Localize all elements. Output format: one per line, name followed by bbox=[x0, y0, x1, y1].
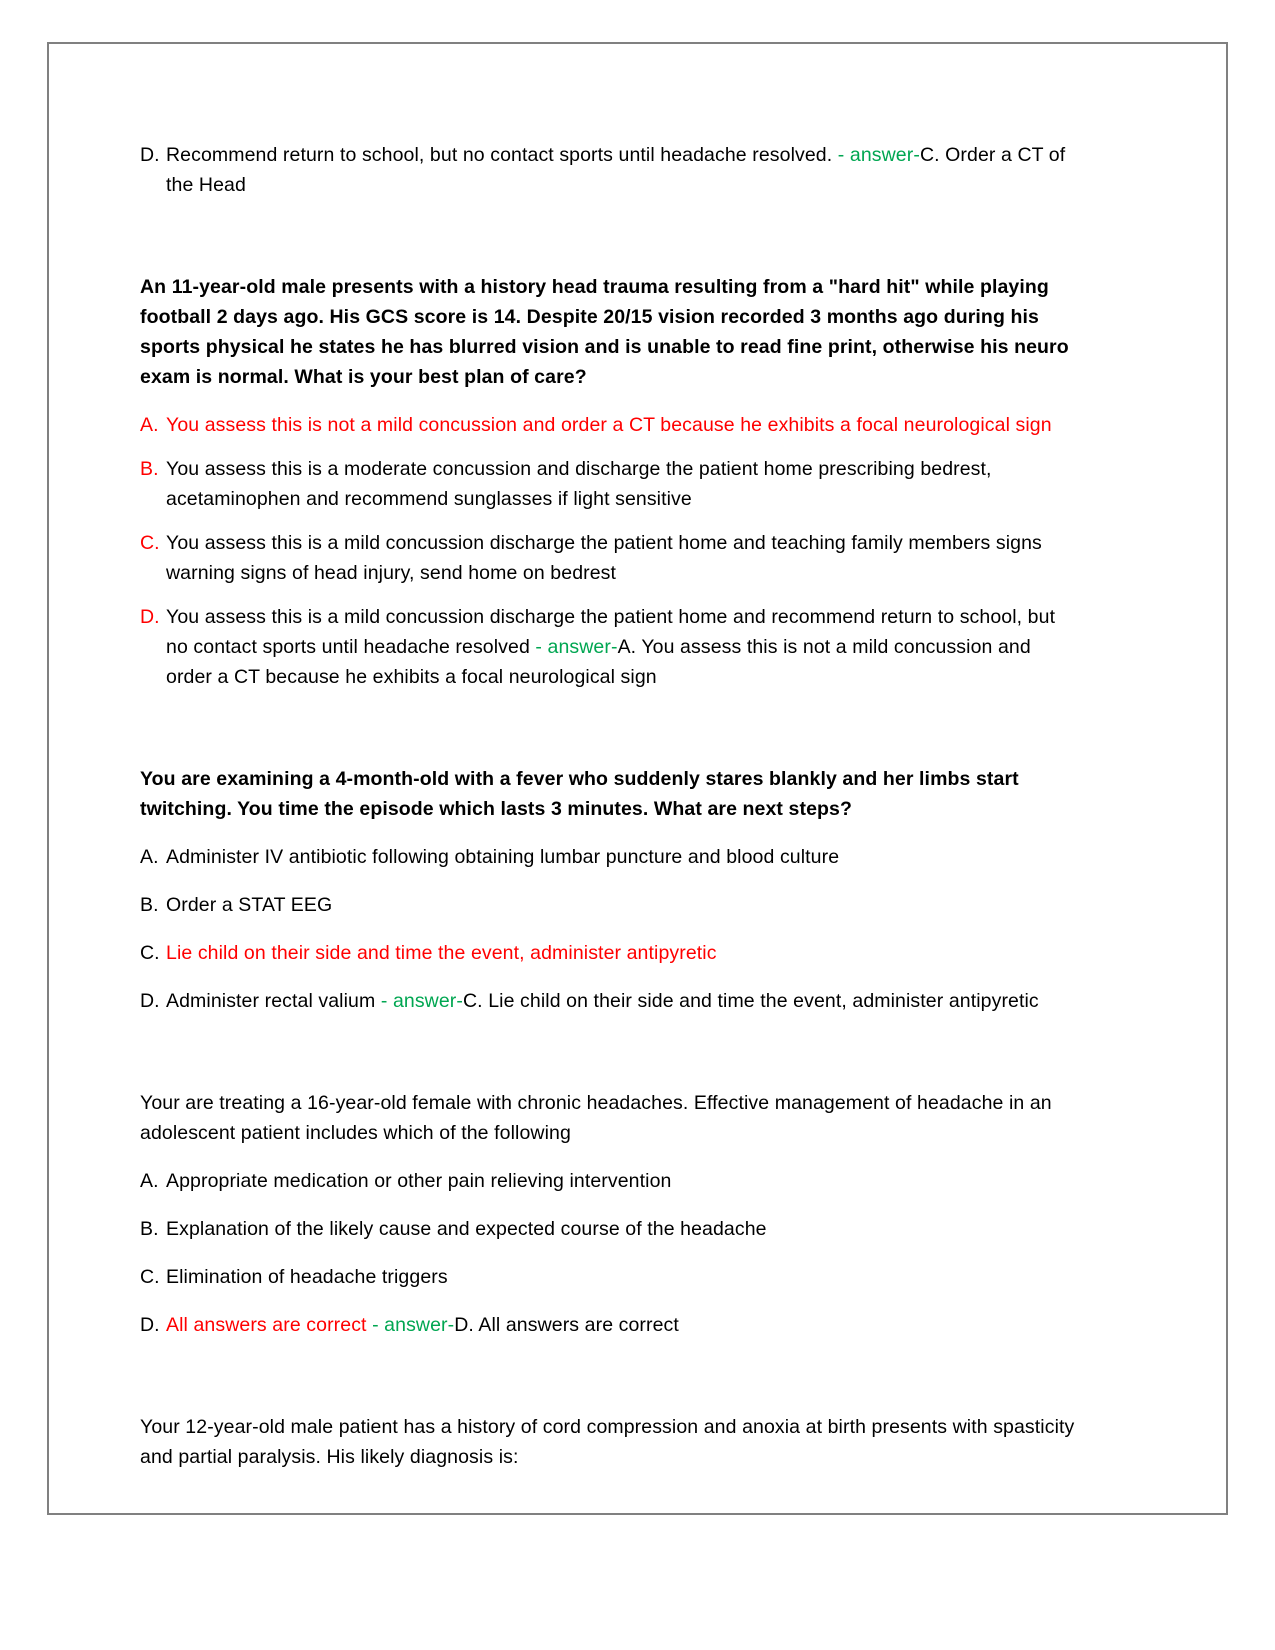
spacer bbox=[140, 392, 1075, 410]
option-body bbox=[166, 1310, 1075, 1340]
option-letter: C. bbox=[140, 942, 160, 964]
option-text: You assess this is a moderate concussion and discharge the patient home prescribing bedrest, acetaminophen and recommend sunglasses if light sensitive bbox=[166, 458, 992, 510]
option-letter: A. bbox=[140, 414, 159, 436]
option-text: Recommend return to school, but no contact sports until headache resolved. bbox=[166, 144, 838, 166]
answer-text: A. You assess this is not a mild concussion and order a CT because he exhibits a focal neurological sign bbox=[166, 636, 1031, 688]
spacer bbox=[140, 1244, 1075, 1262]
option-letter: B. bbox=[140, 1218, 159, 1240]
option-letter: B. bbox=[140, 894, 159, 916]
answer-text: C. Lie child on their side and time the event, administer antipyretic bbox=[463, 990, 1039, 1012]
option-text: Appropriate medication or other pain relieving intervention bbox=[166, 1170, 672, 1192]
option-letter: D. bbox=[140, 990, 160, 1012]
question-3-option-a bbox=[140, 842, 1075, 872]
option-body bbox=[166, 140, 1075, 200]
spacer bbox=[140, 588, 1075, 602]
option-text: Explanation of the likely cause and expected course of the headache bbox=[166, 1218, 767, 1240]
spacer bbox=[140, 872, 1075, 890]
option-text: You assess this is a mild concussion discharge the patient home and recommend return to school, but no contact sports until headache resolved bbox=[166, 606, 1056, 658]
option-text: Lie child on their side and time the event, administer antipyretic bbox=[166, 942, 717, 964]
question-3-option-b bbox=[140, 890, 1075, 920]
option-letter: D. bbox=[140, 144, 160, 166]
answer-text: C. Order a CT of the Head bbox=[166, 144, 1066, 196]
spacer bbox=[140, 1148, 1075, 1166]
question-2-option-a bbox=[140, 410, 1075, 440]
option-letter: C. bbox=[140, 1266, 160, 1288]
spacer bbox=[140, 968, 1075, 986]
option-text: You assess this is a mild concussion discharge the patient home and teaching family members signs warning signs of head injury, send home on bedrest bbox=[166, 532, 1042, 584]
question-4-option-b bbox=[140, 1214, 1075, 1244]
question-4-option-d bbox=[140, 1310, 1075, 1340]
answer-tag: - answer- bbox=[837, 144, 920, 166]
answer-text: D. All answers are correct bbox=[454, 1314, 679, 1336]
question-2-option-b bbox=[140, 454, 1075, 514]
option-text: You assess this is not a mild concussion and order a CT because he exhibits a focal neurological sign bbox=[166, 414, 1052, 436]
option-body bbox=[166, 602, 1075, 692]
option-text: Administer rectal valium bbox=[166, 990, 376, 1012]
option-letter: D. bbox=[140, 1314, 160, 1336]
option-text: Administer IV antibiotic following obtaining lumbar puncture and blood culture bbox=[166, 846, 840, 868]
question-2-stem: An 11-year-old male presents with a history head trauma resulting from a "hard hit" while playing football 2 days ago. His GCS score is 14. Despite 20/15 vision recorded 3 months ago during his sports physical he states he has blurred vision and is unable to read fine print, otherwise his neuro exam is normal. What is your best plan of care? bbox=[140, 276, 1069, 388]
option-text: All answers are correct bbox=[166, 1314, 367, 1336]
spacer bbox=[140, 514, 1075, 528]
spacer bbox=[140, 440, 1075, 454]
option-body bbox=[166, 986, 1075, 1016]
option-text: Order a STAT EEG bbox=[166, 894, 333, 916]
question-3-option-d bbox=[140, 986, 1075, 1016]
option-letter: D. bbox=[140, 606, 160, 628]
option-letter: B. bbox=[140, 458, 159, 480]
question-3-option-c bbox=[140, 938, 1075, 968]
question-2-option-d bbox=[140, 602, 1075, 692]
spacer bbox=[140, 824, 1075, 842]
question-3-stem: You are examining a 4-month-old with a fever who suddenly stares blankly and her limbs start twitching. You time the episode which lasts 3 minutes. What are next steps? bbox=[140, 768, 1019, 820]
question-5-stem: Your 12-year-old male patient has a history of cord compression and anoxia at birth presents with spasticity and partial paralysis. His likely diagnosis is: bbox=[140, 1416, 1075, 1468]
spacer bbox=[140, 692, 1075, 764]
option-text: Elimination of headache triggers bbox=[166, 1266, 448, 1288]
question-4-option-a bbox=[140, 1166, 1075, 1196]
spacer bbox=[140, 1340, 1075, 1412]
answer-tag: - answer- bbox=[366, 1314, 455, 1336]
question-2-option-c bbox=[140, 528, 1075, 588]
option-letter: A. bbox=[140, 846, 159, 868]
page-content bbox=[140, 140, 1075, 1472]
spacer bbox=[140, 920, 1075, 938]
option-letter: C. bbox=[140, 532, 160, 554]
option-letter: A. bbox=[140, 1170, 159, 1192]
question-4-stem: Your are treating a 16-year-old female with chronic headaches. Effective management of headache in an adolescent patient includes which of the following bbox=[140, 1092, 1052, 1144]
carryover-option-d bbox=[140, 140, 1075, 200]
spacer bbox=[140, 1016, 1075, 1088]
answer-tag: - answer- bbox=[375, 990, 463, 1012]
spacer bbox=[140, 1292, 1075, 1310]
spacer bbox=[140, 200, 1075, 272]
answer-tag: - answer- bbox=[529, 636, 618, 658]
spacer bbox=[140, 1196, 1075, 1214]
question-4-option-c bbox=[140, 1262, 1075, 1292]
